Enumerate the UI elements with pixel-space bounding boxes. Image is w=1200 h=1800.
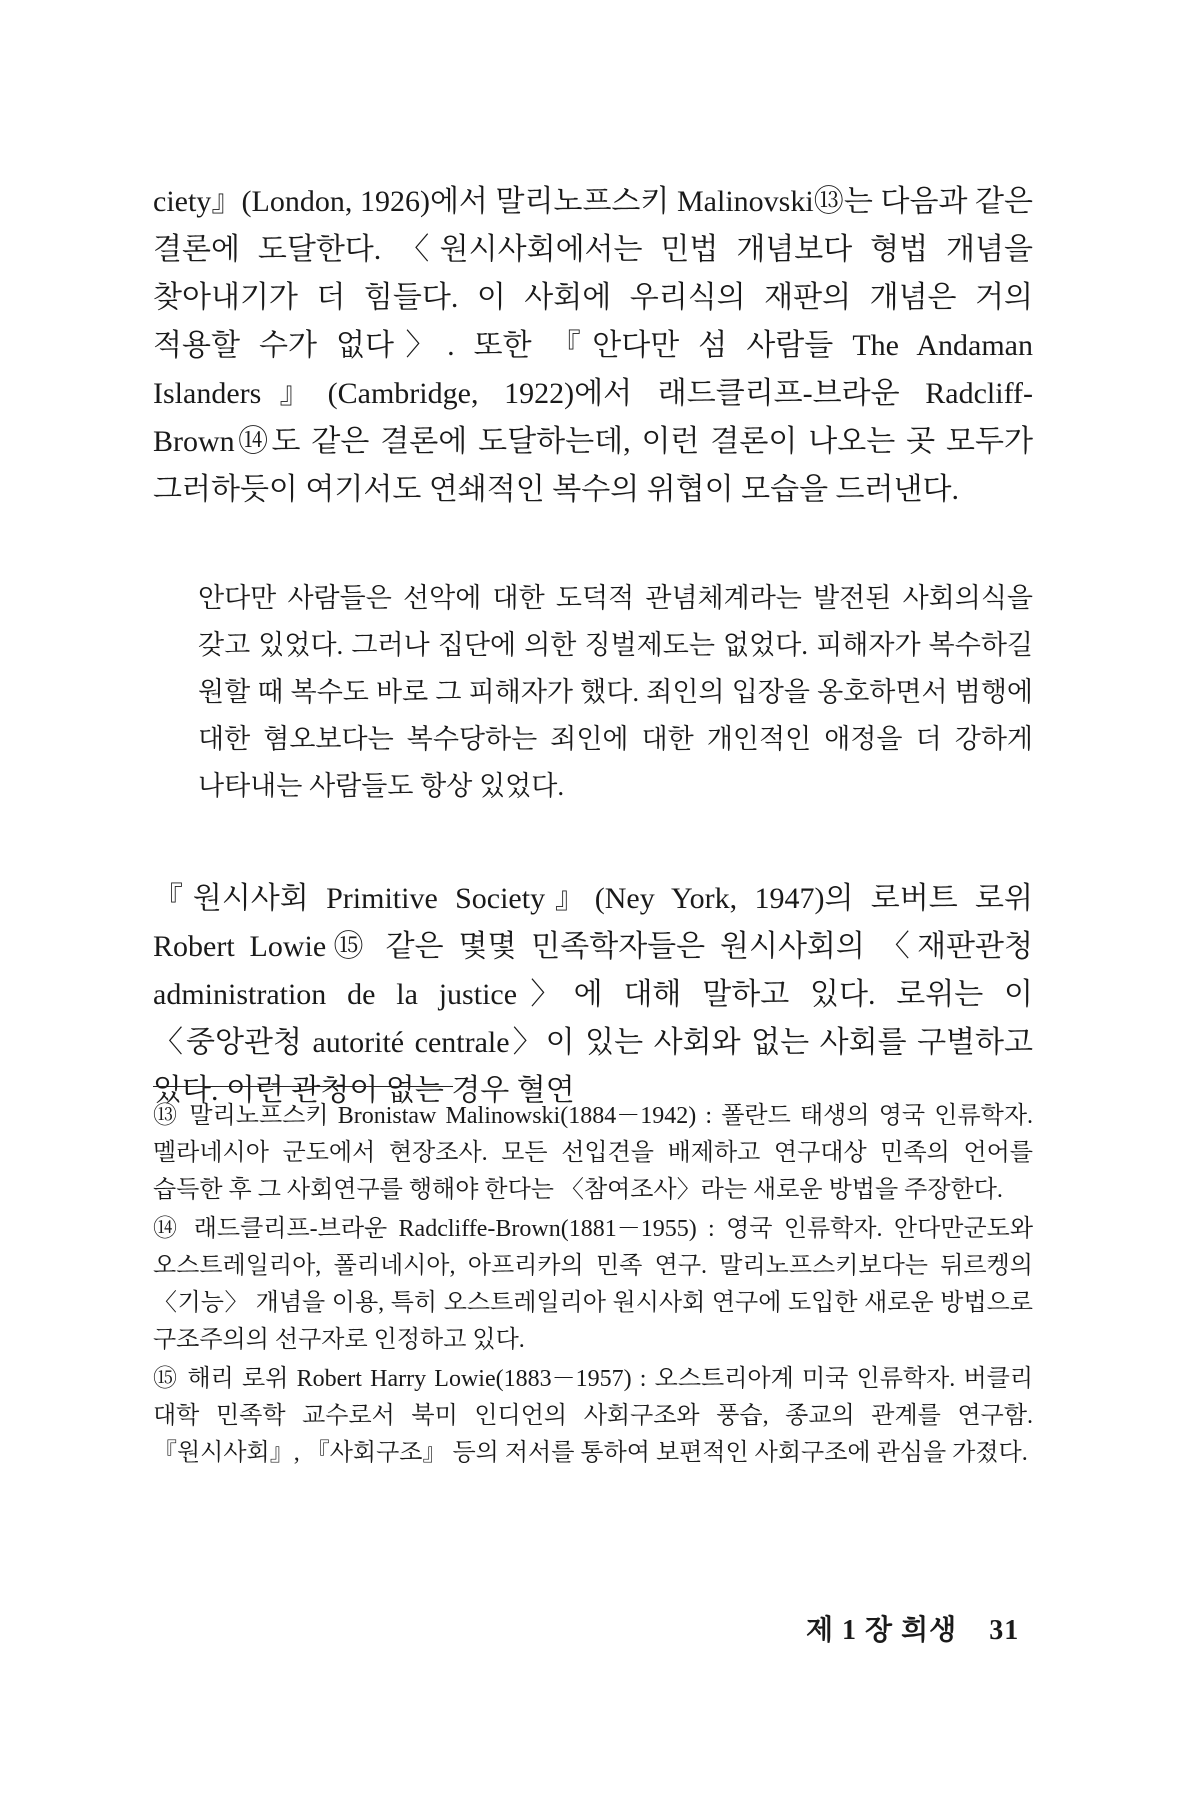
footnote-divider xyxy=(153,1086,453,1087)
chapter-title: 제 1 장 희생 xyxy=(806,1615,958,1646)
footnote-15-text: 해리 로위 Robert Harry Lowie(1883－1957) : 오스트리아계 미국 인류학자. 버클리 대학 민족학 교수로서 북미 인디언의 사회구조와 풍습, 종교의 관계를 연구함. 『원시사회』, 『사회구조』 등의 저서를 통하여 보편적인 사회구조에 관심을 가졌다. xyxy=(153,1366,1034,1466)
paragraph-3-text: 『원시사회 Primitive Society』(Ney York, 1947)의 로버트 로위 Robert Lowie⑮ 같은 몇몇 민족학자들은 원시사회의 〈재판관청 administration de la justice〉에 대해 말하고 있다. 로위는 이 〈중앙관청 autorité centrale〉이 있는 사회와 없는 사회를 구별하고 있다. 이런 관청이 없는 경우 혈연 xyxy=(153,882,1033,1107)
footnote-13-text: 말리노프스키 Bronistaw Malinowski(1884－1942) : 폴란드 태생의 영국 인류학자. 멜라네시아 군도에서 현장조사. 모든 선입견을 배제하고 연구대상 민족의 언어를 습득한 후 그 사회연구를 행해야 한다는 〈참여조사〉라는 새로운 방법을 주장한다. xyxy=(153,1103,1034,1203)
paragraph-1 xyxy=(153,178,1033,514)
footnote-14-number: ⑭ xyxy=(153,1216,183,1242)
paragraph-1-text: ciety』(London, 1926)에서 말리노프스키 Malinovski⑬는 다음과 같은 결론에 도달한다. 〈원시사회에서는 민법 개념보다 형법 개념을 찾아내기가 더 힘들다. 이 사회에 우리식의 재판의 개념은 거의 적용할 수가 없다〉. 또한 『안다만 섬 사람들 The Andaman Islanders』(Cambridge, 1922)에서 래드클리프-브라운 Radcliff-Brown⑭도 같은 결론에 도달하는데, 이런 결론이 나오는 곳 모두가 그러하듯이 여기서도 연쇄적인 복수의 위협이 모습을 드러낸다. xyxy=(153,185,1033,506)
paragraph-3 xyxy=(153,875,1033,1115)
paragraph-2-quote xyxy=(153,575,1033,810)
footnote-14 xyxy=(153,1211,1033,1359)
footnotes xyxy=(153,1098,1033,1474)
page-number: 31 xyxy=(989,1615,1020,1646)
footnote-13-number: ⑬ xyxy=(153,1103,181,1129)
page-footer xyxy=(806,1608,1019,1648)
footnote-15-number: ⑮ xyxy=(153,1366,180,1392)
footnote-15 xyxy=(153,1361,1033,1472)
footnote-13 xyxy=(153,1098,1033,1209)
paragraph-2-text: 안다만 사람들은 선악에 대한 도덕적 관념체계라는 발전된 사회의식을 갖고 있었다. 그러나 집단에 의한 징벌제도는 없었다. 피해자가 복수하길 원할 때 복수도 바로 그 피해자가 했다. 죄인의 입장을 옹호하면서 범행에 대한 혐오보다는 복수당하는 죄인에 대한 개인적인 애정을 더 강하게 나타내는 사람들도 항상 있었다. xyxy=(198,583,1033,801)
footnote-14-text: 래드클리프-브라운 Radcliffe-Brown(1881－1955) : 영국 인류학자. 안다만군도와 오스트레일리아, 폴리네시아, 아프리카의 민족 연구. 말리노프스키보다는 뒤르켕의 〈기능〉 개념을 이용, 특히 오스트레일리아 원시사회 연구에 도입한 새로운 방법으로 구조주의의 선구자로 인정하고 있다. xyxy=(153,1216,1034,1353)
